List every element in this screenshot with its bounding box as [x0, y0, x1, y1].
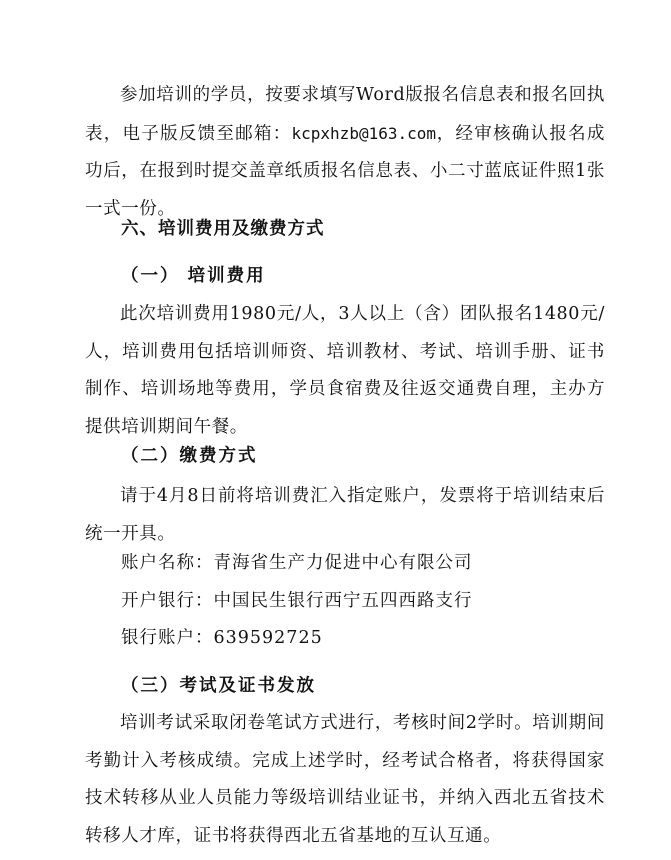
bank-row — [121, 586, 473, 616]
exam-subheading: （三）考试及证书发放 — [121, 676, 316, 696]
exam-paragraph: 培训考试采取闭卷笔试方式进行，考核时间2学时。培训期间考勤计入考核成绩。完成上述学时，经考试合格者，将获得国家技术转移从业人员能力等级培训结业证书，并纳入西北五省技术转移人才库，证书将获得西北五省基地的互认互通。 — [85, 713, 605, 846]
bank-label: 开户银行： — [121, 591, 214, 611]
account-number-label: 银行账户： — [121, 628, 214, 648]
bank-value: 中国民生银行西宁五四西路支行 — [213, 591, 473, 611]
account-number-row — [121, 623, 323, 653]
contact-email: kcpxhzb@163.com — [291, 123, 437, 143]
fees-paragraph: 此次培训费用1980元/人，3人以上（含）团队报名1480元/人，培训费用包括培训师资、培训教材、考试、培训手册、证书制作、培训场地等费用，学员食宿费及往返交通费自理，主办方提供培训期间午餐。 — [85, 304, 605, 437]
registration-text-before-email: 参加培训的学员，按要求填写Word版报名信息表和报名回执表，电子版反馈至邮箱： — [85, 85, 605, 144]
registration-paragraph — [85, 77, 605, 228]
account-name-label: 账户名称： — [121, 553, 214, 573]
registration-text-after-email: ，经审核确认报名成功后，在报到时提交盖章纸质报名信息表、小二寸蓝底证件照1张一式一份。 — [85, 123, 605, 219]
account-name-row — [121, 548, 473, 578]
payment-paragraph: 请于4月8日前将培训费汇入指定账户，发票将于培训结束后统一开具。 — [85, 486, 605, 544]
payment-subheading: （二）缴费方式 — [121, 446, 258, 466]
account-name-value: 青海省生产力促进中心有限公司 — [213, 553, 473, 573]
fees-subheading: （一） 培训费用 — [121, 266, 266, 286]
account-number-value: 639592725 — [213, 628, 323, 648]
section-six-heading: 六、培训费用及缴费方式 — [121, 219, 325, 239]
